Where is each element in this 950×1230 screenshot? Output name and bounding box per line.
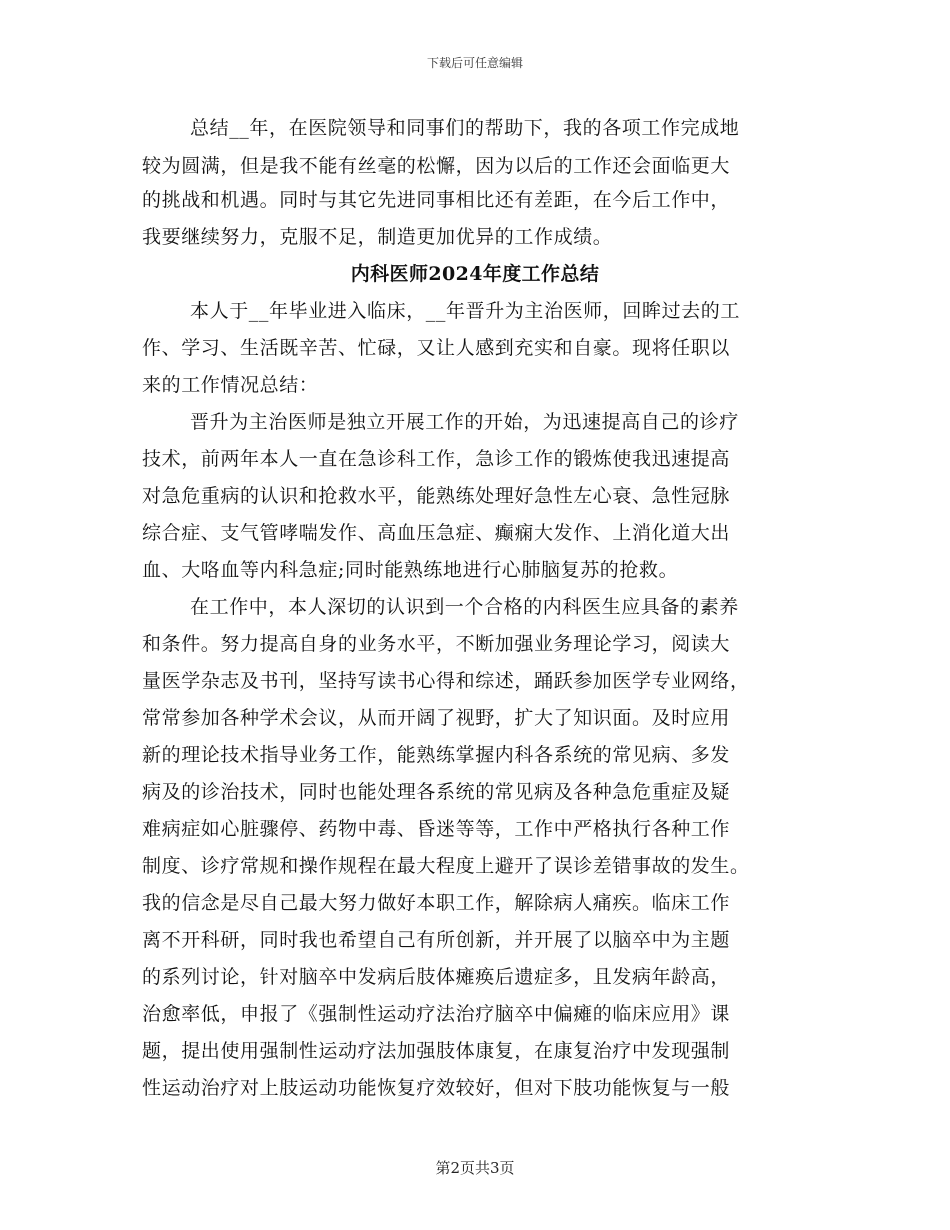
paragraph-3-line-4: 综合症、支气管哮喘发作、高血压急症、癫痫大发作、上消化道大出 <box>142 522 731 544</box>
paragraph-4-line-14: 性运动治疗对上肢运动功能恢复疗效较好，但对下肢功能恢复与一般 <box>142 1077 731 1099</box>
paragraph-4-line-3: 量医学杂志及书刊，坚持写读书心得和综述，踊跃参加医学专业网络， <box>142 670 750 692</box>
paragraph-4-line-13: 题，提出使用强制性运动疗法加强肢体康复，在康复治疗中发现强制 <box>142 1040 731 1062</box>
page-indicator: 第2页共3页 <box>435 1159 515 1177</box>
paragraph-3-line-3: 对急危重病的认识和抢救水平，能熟练处理好急性左心衰、急性冠脉 <box>142 485 731 507</box>
paragraph-4-line-7: 难病症如心脏骤停、药物中毒、昏迷等等，工作中严格执行各种工作 <box>142 818 731 840</box>
paragraph-2-line-3: 来的工作情况总结： <box>142 374 319 396</box>
paragraph-3-line-1: 晋升为主治医师是独立开展工作的开始，为迅速提高自己的诊疗 <box>190 411 739 433</box>
paragraph-4-line-8: 制度、诊疗常规和操作规程在最大程度上避开了误诊差错事故的发生。 <box>142 855 750 877</box>
header-note: 下载后可任意编辑 <box>426 56 523 70</box>
paragraph-1-line-2: 较为圆满，但是我不能有丝毫的松懈，因为以后的工作还会面临更大 <box>142 155 731 177</box>
paragraph-4-line-2: 和条件。努力提高自身的业务水平，不断加强业务理论学习，阅读大 <box>142 633 731 655</box>
paragraph-3-line-5: 血、大咯血等内科急症;同时能熟练地进行心肺脑复苏的抢救。 <box>142 559 679 581</box>
paragraph-4-line-1: 在工作中，本人深切的认识到一个合格的内科医生应具备的素养 <box>190 596 739 618</box>
document-title: 内科医师2024年度工作总结 <box>350 263 600 285</box>
paragraph-1-line-1: 总结__年，在医院领导和同事们的帮助下，我的各项工作完成地 <box>190 117 740 139</box>
paragraph-4-line-5: 新的理论技术指导业务工作，能熟练掌握内科各系统的常见病、多发 <box>142 744 731 766</box>
paragraph-4-line-10: 离不开科研，同时我也希望自己有所创新，并开展了以脑卒中为主题 <box>142 929 731 951</box>
paragraph-4-line-9: 我的信念是尽自己最大努力做好本职工作，解除病人痛疾。临床工作 <box>142 892 731 914</box>
paragraph-2-line-2: 作、学习、生活既辛苦、忙碌，又让人感到充实和自豪。现将任职以 <box>142 337 731 359</box>
paragraph-2-line-1: 本人于__年毕业进入临床，__年晋升为主治医师，回眸过去的工 <box>190 300 741 322</box>
paragraph-4-line-12: 治愈率低，申报了《强制性运动疗法治疗脑卒中偏瘫的临床应用》课 <box>142 1003 731 1025</box>
paragraph-4-line-6: 病及的诊治技术，同时也能处理各系统的常见病及各种急危重症及疑 <box>142 781 731 803</box>
paragraph-1-line-4: 我要继续努力，克服不足，制造更加优异的工作成绩。 <box>142 226 613 248</box>
paragraph-3-line-2: 技术，前两年本人一直在急诊科工作，急诊工作的锻炼使我迅速提高 <box>142 448 731 470</box>
paragraph-1-line-3: 的挑战和机遇。同时与其它先进同事相比还有差距，在今后工作中， <box>142 189 731 211</box>
paragraph-4-line-11: 的系列讨论，针对脑卒中发病后肢体瘫痪后遗症多，且发病年龄高， <box>142 966 731 988</box>
paragraph-4-line-4: 常常参加各种学术会议，从而开阔了视野，扩大了知识面。及时应用 <box>142 707 731 729</box>
